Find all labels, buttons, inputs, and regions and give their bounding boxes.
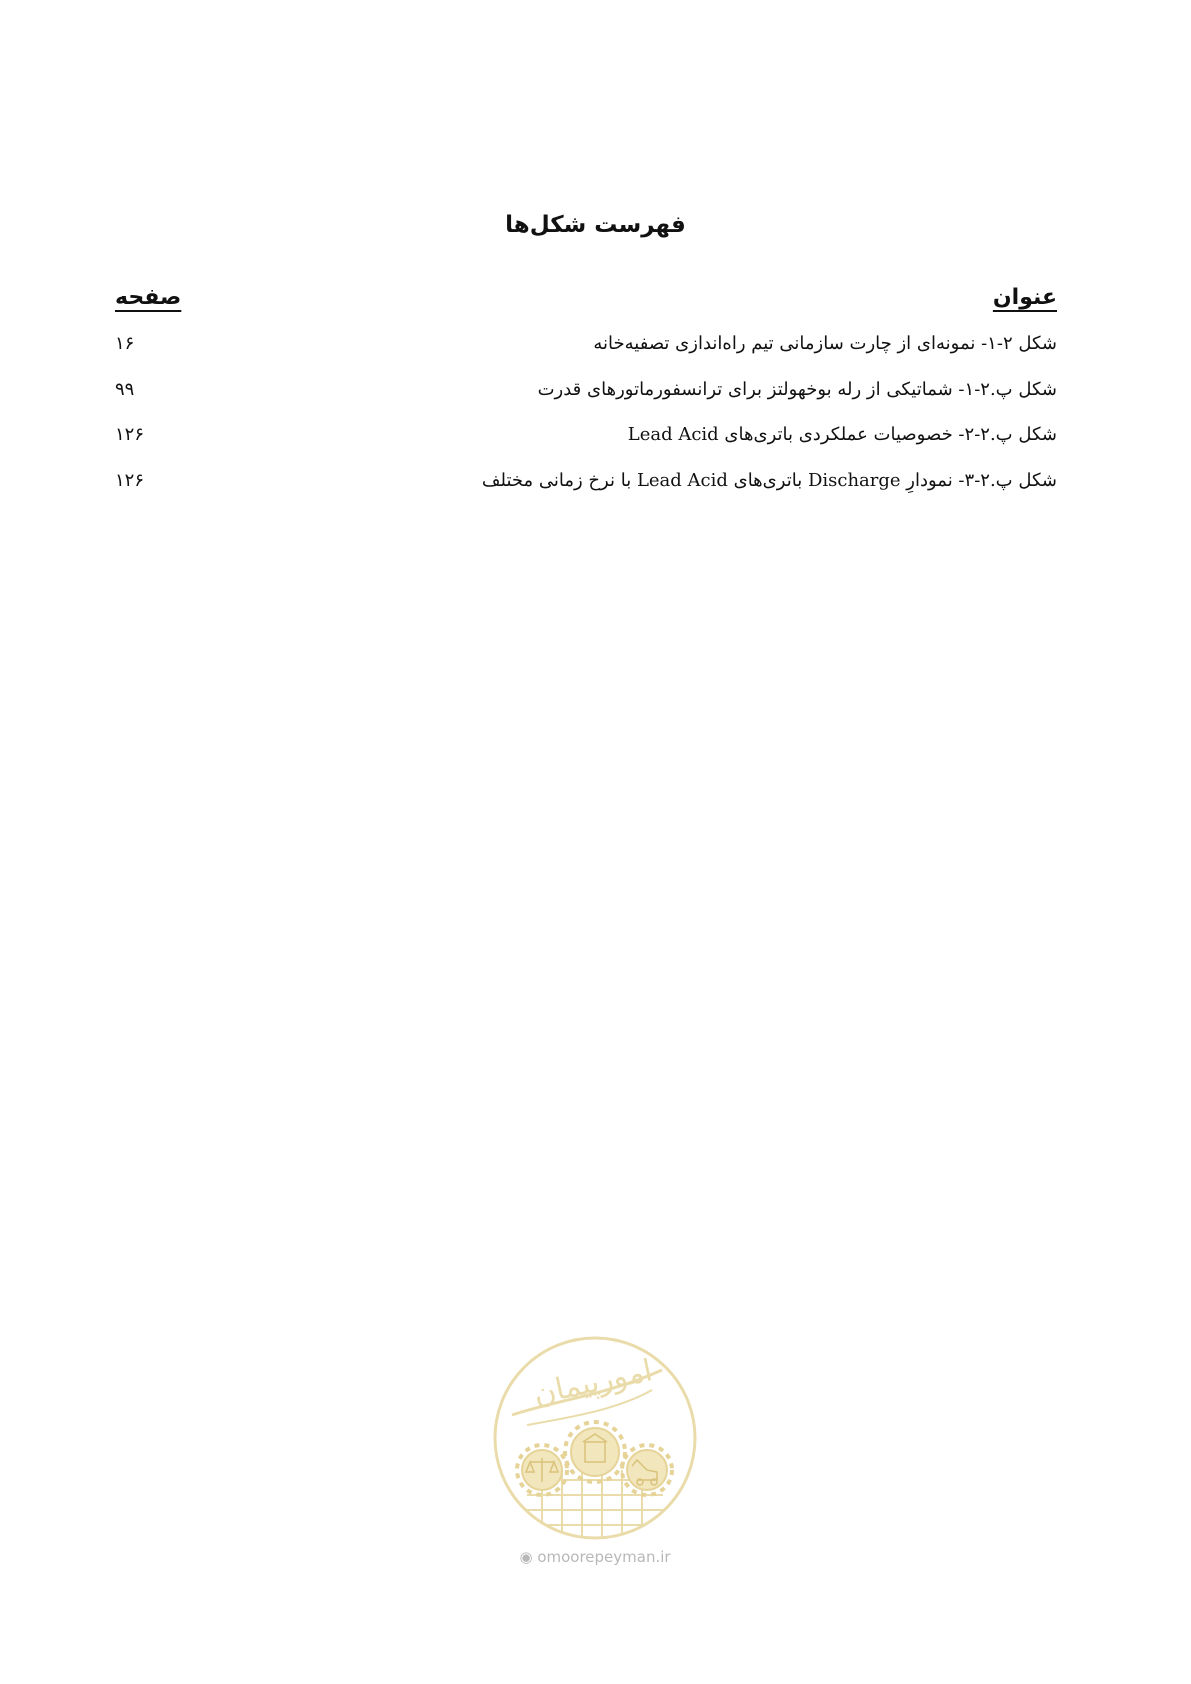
watermark-logo [487,1330,703,1580]
watermark-site [487,1548,703,1566]
page-column-header: صفحه [115,285,182,310]
figure-entry[interactable] [115,467,1057,513]
figure-entry-title: شکل ۲-۱- نمونه‌ای از چارت سازمانی تیم راه‌اندازی تصفیه‌خانه [593,333,1057,354]
figure-entry[interactable] [115,421,1057,467]
figure-entry-page: ۹۹ [115,378,135,400]
svg-text:امورپیمان: امورپیمان [530,1353,656,1413]
watermark-site-text: omoorepeyman.ir [537,1548,671,1566]
globe-icon: ◉ [519,1548,533,1566]
figure-entry-page: ۱۲۶ [115,424,145,445]
figure-entry[interactable] [115,330,1057,376]
figure-entry-page: ۱۶ [115,333,135,354]
page-title: فهرست شکل‌ها [505,212,686,238]
figure-entry-title: شکل پ.۲-۲- خصوصیات عملکردی باتری‌های Lead Acid [627,424,1057,445]
figure-entry-title: شکل پ.۲-۳- نمودارِ Discharge باتری‌های Lead Acid با نرخ زمانی مختلف [481,469,1057,491]
figure-entry-title: شکل پ.۲-۱- شماتیکی از رله بوخهولتز برای ترانسفورماتورهای قدرت [537,378,1057,400]
figure-entry[interactable] [115,376,1057,422]
figure-entry-page: ۱۲۶ [115,469,145,491]
toc-header-row [115,285,1057,319]
title-column-header: عنوان [992,285,1057,310]
figure-list [115,330,1057,512]
